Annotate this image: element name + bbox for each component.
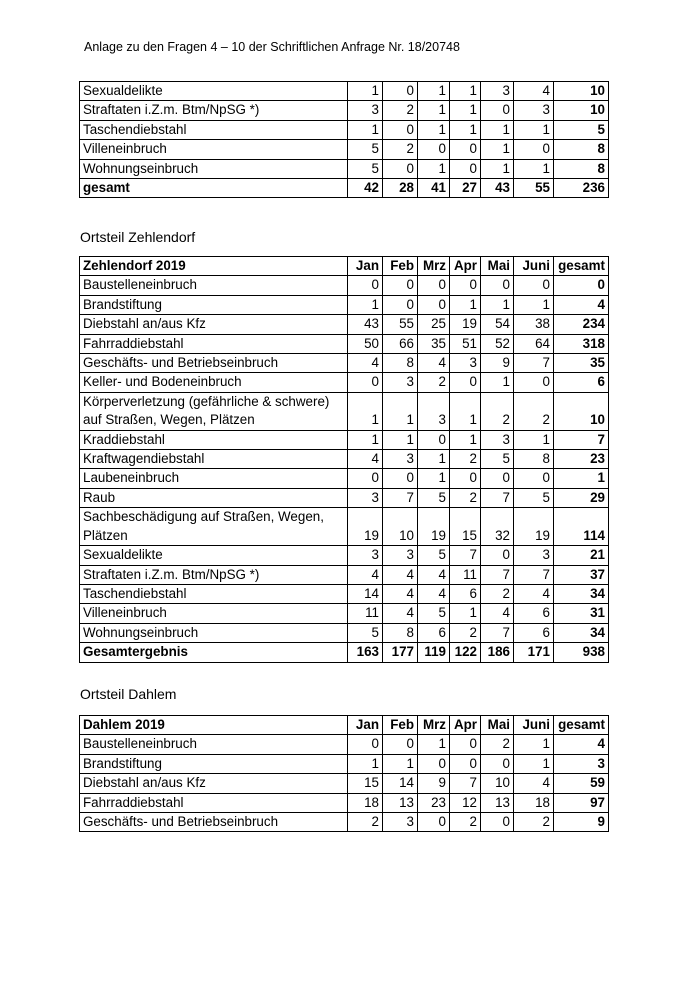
row-label: Sexualdelikte — [80, 546, 348, 565]
table-row — [80, 488, 609, 507]
header-cell: Feb — [383, 716, 418, 735]
value-cell: 38 — [514, 315, 554, 334]
value-cell: 1 — [514, 120, 554, 139]
table-row — [80, 392, 609, 430]
header-cell: Feb — [383, 257, 418, 276]
value-cell: 1 — [450, 604, 481, 623]
value-cell: 4 — [418, 565, 450, 584]
value-cell: 0 — [450, 276, 481, 295]
row-label: Geschäfts- und Betriebseinbruch — [80, 813, 348, 832]
table-row — [80, 101, 609, 120]
value-cell: 0 — [481, 469, 514, 488]
value-cell: 2 — [481, 735, 514, 754]
value-cell: 13 — [383, 793, 418, 812]
total-cell: 31 — [554, 604, 609, 623]
value-cell: 4 — [418, 584, 450, 603]
row-label: Fahrraddiebstahl — [80, 793, 348, 812]
value-cell: 1 — [348, 392, 383, 430]
table-row — [80, 450, 609, 469]
table-row — [80, 315, 609, 334]
header-cell: gesamt — [554, 257, 609, 276]
header-cell: Mai — [481, 716, 514, 735]
section-title-zehlendorf: Ortsteil Zehlendorf — [80, 229, 196, 245]
value-cell: 1 — [348, 430, 383, 449]
row-label: Keller- und Bodeneinbruch — [80, 373, 348, 392]
value-cell: 43 — [481, 179, 514, 198]
value-cell: 5 — [348, 159, 383, 178]
value-cell: 2 — [450, 450, 481, 469]
value-cell: 28 — [383, 179, 418, 198]
row-label: Villeneinbruch — [80, 140, 348, 159]
value-cell: 0 — [348, 735, 383, 754]
table-row — [80, 276, 609, 295]
total-cell: 114 — [554, 508, 609, 546]
total-cell: 938 — [554, 643, 609, 662]
value-cell: 10 — [481, 774, 514, 793]
value-cell: 3 — [383, 450, 418, 469]
value-cell: 1 — [450, 101, 481, 120]
value-cell: 2 — [418, 373, 450, 392]
table-row — [80, 735, 609, 754]
value-cell: 186 — [481, 643, 514, 662]
value-cell: 3 — [450, 354, 481, 373]
value-cell: 1 — [383, 392, 418, 430]
value-cell: 3 — [481, 82, 514, 101]
value-cell: 2 — [383, 101, 418, 120]
total-cell: 0 — [554, 276, 609, 295]
value-cell: 7 — [481, 488, 514, 507]
value-cell: 5 — [418, 546, 450, 565]
row-label: Diebstahl an/aus Kfz — [80, 774, 348, 793]
value-cell: 0 — [418, 430, 450, 449]
table-row — [80, 334, 609, 353]
value-cell: 2 — [450, 488, 481, 507]
table-row — [80, 565, 609, 584]
header-cell: Mai — [481, 257, 514, 276]
value-cell: 9 — [418, 774, 450, 793]
table-row — [80, 813, 609, 832]
value-cell: 2 — [514, 392, 554, 430]
table-header-row — [80, 257, 609, 276]
header-cell: Jan — [348, 257, 383, 276]
total-cell: 8 — [554, 140, 609, 159]
value-cell: 0 — [348, 276, 383, 295]
value-cell: 52 — [481, 334, 514, 353]
value-cell: 15 — [348, 774, 383, 793]
value-cell: 0 — [514, 373, 554, 392]
total-cell: 35 — [554, 354, 609, 373]
value-cell: 0 — [418, 276, 450, 295]
row-label: Baustelleneinbruch — [80, 735, 348, 754]
row-label: Taschendiebstahl — [80, 120, 348, 139]
value-cell: 8 — [383, 623, 418, 642]
value-cell: 1 — [418, 450, 450, 469]
value-cell: 0 — [383, 159, 418, 178]
row-label: Geschäfts- und Betriebseinbruch — [80, 354, 348, 373]
value-cell: 2 — [481, 584, 514, 603]
total-cell: 1 — [554, 469, 609, 488]
value-cell: 0 — [481, 754, 514, 773]
value-cell: 1 — [481, 120, 514, 139]
value-cell: 1 — [348, 120, 383, 139]
value-cell: 2 — [481, 392, 514, 430]
value-cell: 66 — [383, 334, 418, 353]
value-cell: 7 — [383, 488, 418, 507]
value-cell: 4 — [481, 604, 514, 623]
value-cell: 1 — [514, 295, 554, 314]
header-cell: gesamt — [554, 716, 609, 735]
value-cell: 25 — [418, 315, 450, 334]
value-cell: 7 — [450, 546, 481, 565]
value-cell: 1 — [481, 373, 514, 392]
row-label: Kraddiebstahl — [80, 430, 348, 449]
value-cell: 4 — [383, 604, 418, 623]
value-cell: 3 — [383, 813, 418, 832]
value-cell: 50 — [348, 334, 383, 353]
value-cell: 19 — [348, 508, 383, 546]
value-cell: 14 — [383, 774, 418, 793]
value-cell: 6 — [418, 623, 450, 642]
header-cell: Jan — [348, 716, 383, 735]
table-total-row — [80, 643, 609, 662]
value-cell: 6 — [514, 604, 554, 623]
value-cell: 11 — [450, 565, 481, 584]
value-cell: 0 — [383, 82, 418, 101]
value-cell: 1 — [514, 735, 554, 754]
value-cell: 4 — [348, 450, 383, 469]
value-cell: 9 — [481, 354, 514, 373]
value-cell: 3 — [514, 101, 554, 120]
total-cell: 4 — [554, 735, 609, 754]
value-cell: 0 — [450, 469, 481, 488]
row-label: Wohnungseinbruch — [80, 623, 348, 642]
value-cell: 5 — [418, 488, 450, 507]
value-cell: 119 — [418, 643, 450, 662]
value-cell: 163 — [348, 643, 383, 662]
row-label: Sexualdelikte — [80, 82, 348, 101]
value-cell: 1 — [418, 159, 450, 178]
table-row — [80, 754, 609, 773]
value-cell: 1 — [450, 430, 481, 449]
value-cell: 4 — [418, 354, 450, 373]
table-total-row — [80, 179, 609, 198]
value-cell: 12 — [450, 793, 481, 812]
total-cell: 5 — [554, 120, 609, 139]
value-cell: 3 — [418, 392, 450, 430]
value-cell: 0 — [348, 373, 383, 392]
total-cell: 34 — [554, 584, 609, 603]
total-cell: 10 — [554, 82, 609, 101]
value-cell: 0 — [450, 735, 481, 754]
value-cell: 7 — [481, 623, 514, 642]
table-row — [80, 159, 609, 178]
total-cell: 29 — [554, 488, 609, 507]
value-cell: 0 — [383, 469, 418, 488]
total-cell: 34 — [554, 623, 609, 642]
value-cell: 23 — [418, 793, 450, 812]
table-row — [80, 295, 609, 314]
value-cell: 32 — [481, 508, 514, 546]
total-cell: 97 — [554, 793, 609, 812]
row-label: Sachbeschädigung auf Straßen, Wegen, Plätzen — [80, 508, 348, 546]
value-cell: 1 — [418, 101, 450, 120]
row-label: Brandstiftung — [80, 295, 348, 314]
value-cell: 4 — [348, 354, 383, 373]
value-cell: 1 — [481, 295, 514, 314]
value-cell: 7 — [481, 565, 514, 584]
table-row — [80, 623, 609, 642]
header-cell: Juni — [514, 257, 554, 276]
value-cell: 1 — [514, 754, 554, 773]
table-dahlem — [79, 715, 609, 832]
total-cell: 7 — [554, 430, 609, 449]
value-cell: 0 — [348, 469, 383, 488]
value-cell: 13 — [481, 793, 514, 812]
total-cell: 8 — [554, 159, 609, 178]
table-row — [80, 82, 609, 101]
value-cell: 4 — [514, 82, 554, 101]
header-cell-label: Dahlem 2019 — [80, 716, 348, 735]
value-cell: 0 — [383, 295, 418, 314]
value-cell: 54 — [481, 315, 514, 334]
table-row — [80, 140, 609, 159]
row-label: gesamt — [80, 179, 348, 198]
row-label: Brandstiftung — [80, 754, 348, 773]
value-cell: 0 — [383, 276, 418, 295]
value-cell: 55 — [383, 315, 418, 334]
value-cell: 0 — [450, 373, 481, 392]
table-row — [80, 546, 609, 565]
value-cell: 7 — [514, 354, 554, 373]
header-cell: Apr — [450, 257, 481, 276]
value-cell: 6 — [514, 623, 554, 642]
value-cell: 1 — [348, 295, 383, 314]
row-label: Raub — [80, 488, 348, 507]
value-cell: 4 — [514, 584, 554, 603]
value-cell: 1 — [450, 295, 481, 314]
value-cell: 171 — [514, 643, 554, 662]
value-cell: 43 — [348, 315, 383, 334]
total-cell: 6 — [554, 373, 609, 392]
total-cell: 236 — [554, 179, 609, 198]
value-cell: 5 — [418, 604, 450, 623]
total-cell: 21 — [554, 546, 609, 565]
value-cell: 0 — [514, 140, 554, 159]
value-cell: 10 — [383, 508, 418, 546]
value-cell: 6 — [450, 584, 481, 603]
table-row — [80, 793, 609, 812]
row-label: Baustelleneinbruch — [80, 276, 348, 295]
table-row — [80, 604, 609, 623]
value-cell: 1 — [348, 754, 383, 773]
value-cell: 7 — [514, 565, 554, 584]
value-cell: 1 — [383, 430, 418, 449]
value-cell: 0 — [481, 546, 514, 565]
value-cell: 0 — [383, 120, 418, 139]
table-row — [80, 354, 609, 373]
total-cell: 9 — [554, 813, 609, 832]
total-cell: 4 — [554, 295, 609, 314]
total-cell: 59 — [554, 774, 609, 793]
row-label: Körperverletzung (gefährliche & schwere) auf Straßen, Wegen, Plätzen — [80, 392, 348, 430]
value-cell: 5 — [481, 450, 514, 469]
value-cell: 3 — [348, 488, 383, 507]
value-cell: 19 — [514, 508, 554, 546]
table-row — [80, 469, 609, 488]
value-cell: 122 — [450, 643, 481, 662]
value-cell: 1 — [450, 392, 481, 430]
row-label: Fahrraddiebstahl — [80, 334, 348, 353]
value-cell: 3 — [383, 373, 418, 392]
value-cell: 0 — [383, 735, 418, 754]
value-cell: 1 — [348, 82, 383, 101]
table-row — [80, 373, 609, 392]
value-cell: 5 — [514, 488, 554, 507]
total-cell: 234 — [554, 315, 609, 334]
table-row — [80, 430, 609, 449]
value-cell: 0 — [514, 469, 554, 488]
row-label: Wohnungseinbruch — [80, 159, 348, 178]
page-header: Anlage zu den Fragen 4 – 10 der Schriftlichen Anfrage Nr. 18/20748 — [84, 40, 460, 54]
value-cell: 1 — [383, 754, 418, 773]
value-cell: 2 — [348, 813, 383, 832]
value-cell: 19 — [450, 315, 481, 334]
value-cell: 2 — [450, 813, 481, 832]
value-cell: 1 — [418, 735, 450, 754]
value-cell: 55 — [514, 179, 554, 198]
value-cell: 0 — [418, 754, 450, 773]
header-cell: Mrz — [418, 257, 450, 276]
value-cell: 35 — [418, 334, 450, 353]
value-cell: 1 — [514, 430, 554, 449]
table-row — [80, 508, 609, 546]
value-cell: 5 — [348, 623, 383, 642]
total-cell: 10 — [554, 392, 609, 430]
value-cell: 8 — [514, 450, 554, 469]
value-cell: 0 — [514, 276, 554, 295]
value-cell: 0 — [418, 140, 450, 159]
value-cell: 5 — [348, 140, 383, 159]
value-cell: 0 — [450, 140, 481, 159]
value-cell: 3 — [348, 546, 383, 565]
value-cell: 0 — [481, 276, 514, 295]
value-cell: 1 — [418, 82, 450, 101]
total-cell: 37 — [554, 565, 609, 584]
table-continued — [79, 81, 609, 198]
total-cell: 318 — [554, 334, 609, 353]
value-cell: 0 — [418, 813, 450, 832]
value-cell: 3 — [383, 546, 418, 565]
value-cell: 7 — [450, 774, 481, 793]
value-cell: 42 — [348, 179, 383, 198]
value-cell: 0 — [481, 813, 514, 832]
value-cell: 4 — [383, 584, 418, 603]
table-zehlendorf — [79, 256, 609, 663]
value-cell: 8 — [383, 354, 418, 373]
row-label: Kraftwagendiebstahl — [80, 450, 348, 469]
value-cell: 1 — [514, 159, 554, 178]
row-label: Gesamtergebnis — [80, 643, 348, 662]
value-cell: 1 — [481, 140, 514, 159]
section-title-dahlem: Ortsteil Dahlem — [80, 686, 177, 702]
value-cell: 177 — [383, 643, 418, 662]
table-row — [80, 774, 609, 793]
value-cell: 15 — [450, 508, 481, 546]
table-row — [80, 584, 609, 603]
value-cell: 14 — [348, 584, 383, 603]
value-cell: 4 — [348, 565, 383, 584]
value-cell: 51 — [450, 334, 481, 353]
value-cell: 4 — [514, 774, 554, 793]
value-cell: 0 — [450, 159, 481, 178]
table-row — [80, 120, 609, 139]
row-label: Taschendiebstahl — [80, 584, 348, 603]
value-cell: 1 — [450, 120, 481, 139]
value-cell: 18 — [514, 793, 554, 812]
row-label: Laubeneinbruch — [80, 469, 348, 488]
value-cell: 19 — [418, 508, 450, 546]
value-cell: 1 — [418, 469, 450, 488]
table-header-row — [80, 716, 609, 735]
value-cell: 18 — [348, 793, 383, 812]
header-cell: Juni — [514, 716, 554, 735]
row-label: Diebstahl an/aus Kfz — [80, 315, 348, 334]
value-cell: 2 — [514, 813, 554, 832]
total-cell: 23 — [554, 450, 609, 469]
value-cell: 41 — [418, 179, 450, 198]
total-cell: 3 — [554, 754, 609, 773]
value-cell: 0 — [418, 295, 450, 314]
header-cell: Apr — [450, 716, 481, 735]
value-cell: 1 — [481, 159, 514, 178]
value-cell: 11 — [348, 604, 383, 623]
header-cell-label: Zehlendorf 2019 — [80, 257, 348, 276]
value-cell: 4 — [383, 565, 418, 584]
value-cell: 64 — [514, 334, 554, 353]
row-label: Straftaten i.Z.m. Btm/NpSG *) — [80, 101, 348, 120]
value-cell: 3 — [348, 101, 383, 120]
value-cell: 1 — [418, 120, 450, 139]
row-label: Villeneinbruch — [80, 604, 348, 623]
value-cell: 3 — [481, 430, 514, 449]
value-cell: 3 — [514, 546, 554, 565]
value-cell: 2 — [383, 140, 418, 159]
header-cell: Mrz — [418, 716, 450, 735]
total-cell: 10 — [554, 101, 609, 120]
value-cell: 2 — [450, 623, 481, 642]
value-cell: 0 — [481, 101, 514, 120]
value-cell: 0 — [450, 754, 481, 773]
value-cell: 27 — [450, 179, 481, 198]
value-cell: 1 — [450, 82, 481, 101]
row-label: Straftaten i.Z.m. Btm/NpSG *) — [80, 565, 348, 584]
